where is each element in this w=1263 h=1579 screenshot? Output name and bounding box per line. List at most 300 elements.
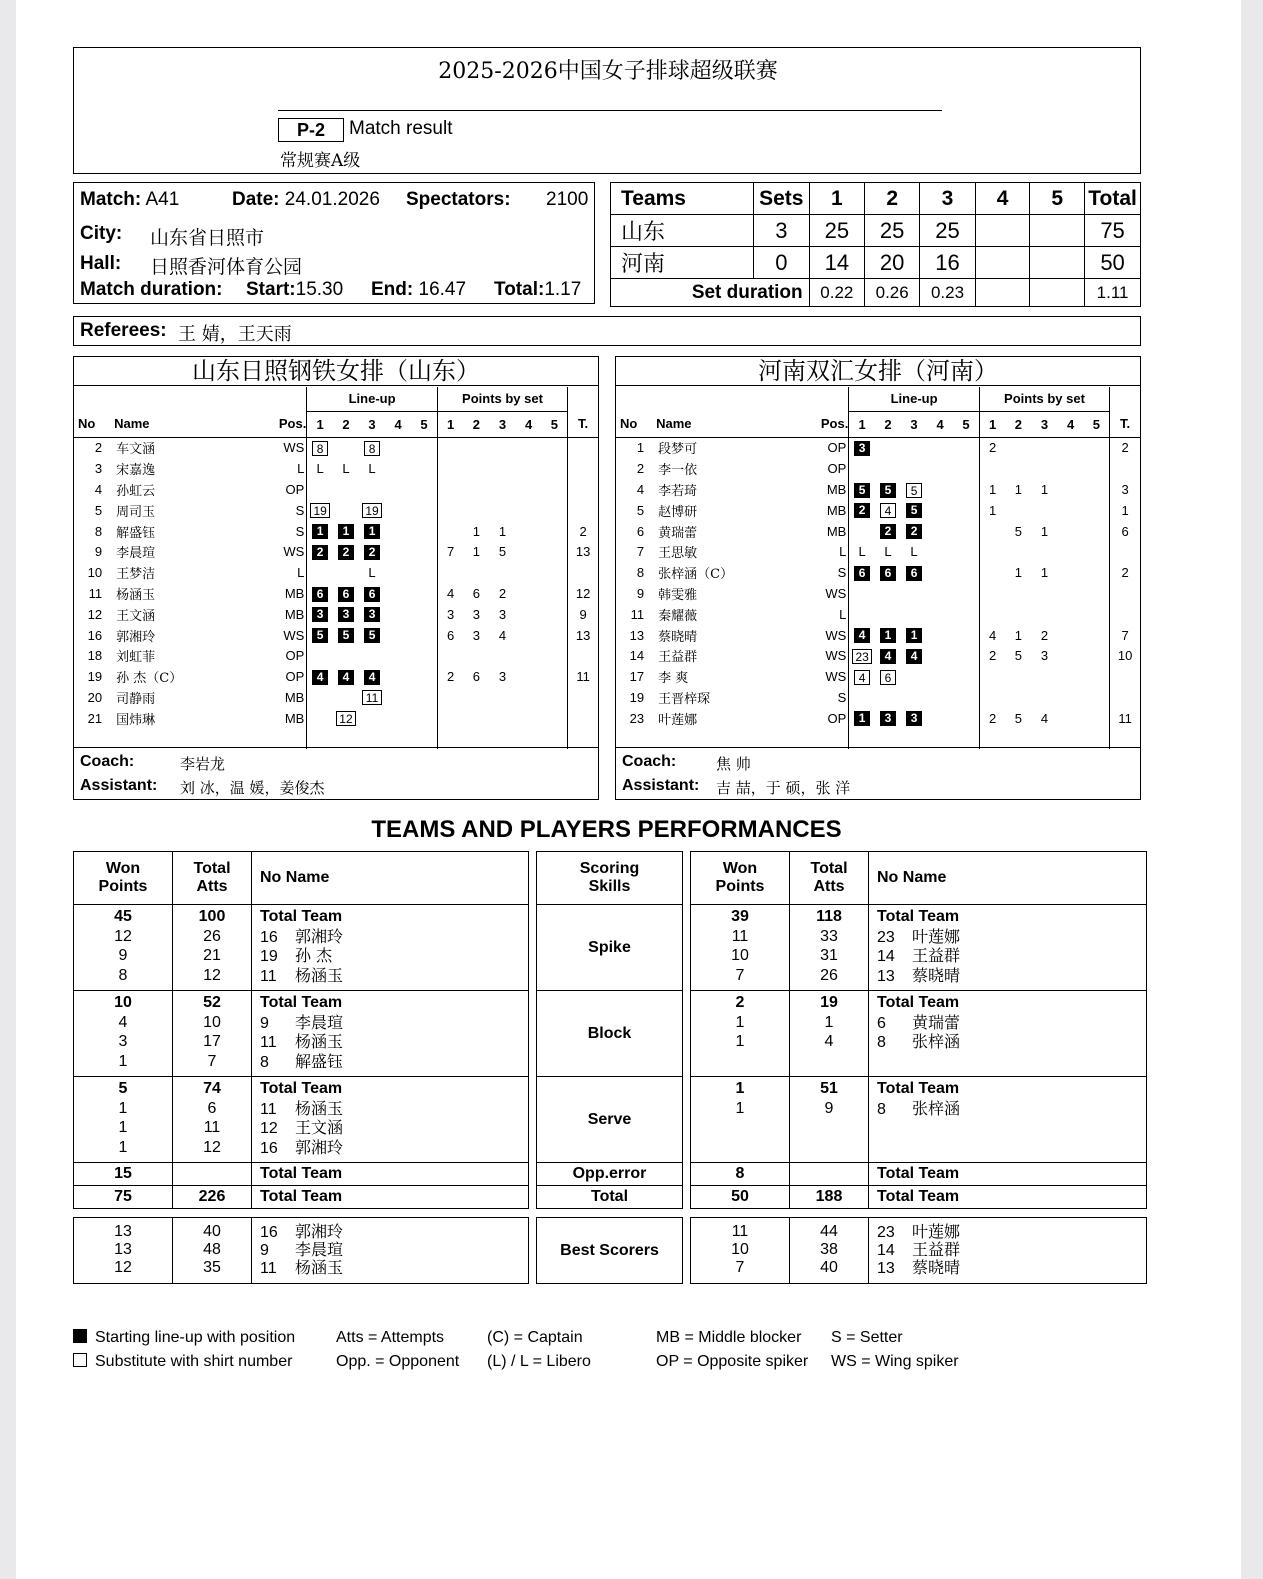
city-value: 山东省日照市 [150, 227, 265, 249]
player-no: 16 [260, 1139, 278, 1157]
points-set1-header: 1 [979, 411, 1005, 437]
starting-position-badge: 2 [854, 503, 870, 518]
points-cell: 1 [979, 479, 1005, 500]
atts-value: 17 [203, 1033, 221, 1050]
away-coach-name: 焦 帅 [716, 755, 751, 773]
lineup-cell [307, 541, 333, 562]
player-pos: WS [825, 648, 847, 664]
atts-value: 11 [203, 1119, 221, 1136]
home-best-scorers [73, 1217, 529, 1284]
libero-mark: L [884, 544, 892, 560]
lineup-cell [359, 437, 385, 458]
lineup-cell [927, 458, 953, 479]
lineup-cell [953, 541, 979, 562]
player-pos: OP [285, 481, 305, 497]
player-no: 7 [636, 544, 645, 560]
pos-header: Pos. [817, 411, 849, 437]
player-pos: L [297, 565, 305, 581]
lineup-set3-header: 3 [901, 411, 927, 437]
player-name: 司静雨 [116, 691, 156, 707]
player-no: 4 [94, 481, 103, 497]
won-value: 10 [731, 947, 749, 964]
lineup-cell [385, 625, 411, 646]
player-pos: MB [284, 606, 305, 622]
player-no: 6 [636, 523, 645, 539]
player-pos: L [839, 606, 847, 622]
starting-position-badge: 4 [880, 649, 896, 664]
player-row [616, 583, 1140, 604]
lineup-cell [385, 500, 411, 521]
name-header: Name [652, 411, 817, 437]
player-name: 杨涵玉 [295, 1032, 344, 1051]
points-cell [516, 521, 542, 542]
points-set4-header: 4 [1058, 411, 1084, 437]
won-value: 2 [735, 994, 745, 1011]
player-no: 12 [87, 606, 103, 622]
player-total [568, 437, 598, 458]
player-total: 9 [568, 604, 598, 625]
atts-value: 118 [816, 908, 842, 925]
atts-value: 26 [203, 927, 221, 945]
player-no: 11 [260, 1100, 277, 1118]
player-name: 郭湘玲 [295, 926, 344, 946]
away-assistant: Assistant: [622, 777, 700, 794]
lineup-cell [359, 645, 385, 666]
lineup-cell [411, 708, 437, 729]
points-cell [542, 583, 568, 604]
referees-names: 王 婧，王天雨 [178, 324, 292, 345]
points-cell [489, 437, 515, 458]
lineup-cell [411, 562, 437, 583]
lineup-cell [411, 437, 437, 458]
set4-header: 4 [975, 183, 1030, 215]
won-value: 13 [114, 1241, 132, 1258]
points-cell [542, 604, 568, 625]
player-name: 刘虹菲 [116, 650, 156, 666]
player-no: 16 [87, 627, 103, 643]
set-score-table [610, 182, 1141, 307]
player-pos: L [839, 544, 847, 560]
lineup-cell [359, 708, 385, 729]
libero-mark: L [368, 461, 376, 477]
player-no: 6 [877, 1014, 886, 1032]
lineup-set3-header: 3 [359, 411, 385, 437]
points-cell [463, 645, 489, 666]
home-set4 [975, 215, 1030, 247]
points-cell: 1 [1040, 565, 1049, 581]
player-entry [869, 1241, 1146, 1259]
won-value: 3 [118, 1033, 128, 1050]
player-pos: OP [827, 710, 847, 726]
points-cell [542, 625, 568, 646]
player-no: 18 [87, 648, 103, 664]
player-no: 11 [260, 1260, 277, 1277]
lineup-cell [307, 521, 333, 542]
player-name: 蔡晓晴 [912, 965, 961, 985]
player-pos: S [295, 502, 305, 518]
player-entry [252, 1032, 528, 1052]
player-entry [252, 1138, 528, 1158]
summary-won: 15 [74, 1163, 173, 1186]
starting-position-badge: 6 [854, 566, 870, 581]
player-no: 9 [260, 1014, 269, 1032]
best-scorers-label-box [536, 1217, 683, 1284]
lineup-cell [875, 479, 901, 500]
lineup-cell [385, 708, 411, 729]
player-row [616, 645, 1140, 666]
away-set1: 14 [809, 247, 864, 279]
player-name: 叶莲娜 [912, 1222, 961, 1241]
lineup-cell [307, 500, 333, 521]
player-no: 13 [629, 627, 645, 643]
lineup-cell [953, 437, 979, 458]
lineup-cell [849, 562, 875, 583]
player-no: 5 [94, 502, 103, 518]
player-name: 王晋梓琛 [658, 691, 711, 707]
won-value: 11 [731, 927, 749, 945]
atts-value: 7 [207, 1052, 217, 1070]
player-name: 宋嘉逸 [116, 463, 156, 479]
lineup-cell [333, 583, 359, 604]
starting-position-badge: 2 [312, 545, 328, 560]
atts-value: 1 [824, 1013, 834, 1031]
points-cell: 2 [1040, 627, 1049, 643]
points-cell [1084, 541, 1110, 562]
player-no: 8 [260, 1053, 269, 1071]
points-set2-header: 2 [1005, 411, 1031, 437]
away-sets: 0 [753, 247, 809, 279]
player-no: 11 [260, 967, 277, 985]
best-name-cell [252, 1218, 529, 1284]
performance-title: TEAMS AND PLAYERS PERFORMANCES [371, 816, 842, 843]
skill-total: Total [537, 1186, 683, 1209]
set1-header: 1 [809, 183, 864, 215]
points-set3-header: 3 [489, 411, 515, 437]
referees-label: Referees: [80, 320, 167, 341]
lineup-cell [849, 687, 875, 708]
player-name: 张梓涵 [912, 1098, 961, 1118]
player-total [1110, 458, 1140, 479]
name-header: Name [110, 411, 275, 437]
won-value: 12 [114, 1259, 132, 1276]
points-cell: 2 [498, 585, 507, 601]
points-cell [1058, 500, 1084, 521]
points-cell [1084, 625, 1110, 646]
player-no: 21 [87, 710, 103, 726]
substitute-number-badge: 12 [336, 711, 356, 726]
player-name: 张梓涵 [912, 1032, 961, 1051]
points-cell [1058, 541, 1084, 562]
lineup-cell [901, 437, 927, 458]
starting-position-badge: 6 [364, 587, 380, 602]
lineup-cell [927, 521, 953, 542]
points-cell [979, 458, 1005, 479]
points-cell: 5 [1014, 648, 1023, 664]
lineup-cell [385, 437, 411, 458]
header-box [73, 47, 1141, 174]
player-no: 20 [87, 689, 103, 705]
starting-position-badge: 1 [880, 628, 896, 643]
points-cell [1005, 666, 1031, 687]
player-total: 2 [568, 521, 598, 542]
substitute-number-badge: 6 [880, 670, 896, 685]
points-cell [542, 479, 568, 500]
won-value: 1 [118, 1119, 128, 1136]
player-pos: S [837, 565, 847, 581]
player-no: 8 [94, 523, 103, 539]
points-cell [1031, 458, 1057, 479]
player-total [568, 479, 598, 500]
lineup-set2-header: 2 [333, 411, 359, 437]
substitute-number-badge: 5 [906, 483, 922, 498]
lineup-cell [901, 645, 927, 666]
player-pos: OP [285, 669, 305, 685]
won-value: 9 [118, 947, 128, 964]
lineup-cell [359, 625, 385, 646]
points-cell [489, 479, 515, 500]
player-row [616, 687, 1140, 708]
away-performance-table [690, 851, 1147, 1209]
player-name: 张梓涵（C） [658, 567, 734, 583]
lineup-cell [953, 687, 979, 708]
summary-label: Total Team [869, 1186, 1147, 1209]
points-cell [1084, 437, 1110, 458]
player-name: 车文涵 [116, 442, 156, 458]
player-name: 王文涵 [295, 1118, 344, 1137]
set-duration-label: Set duration [611, 279, 810, 307]
lineup-cell [307, 458, 333, 479]
player-name: 郭湘玲 [295, 1137, 344, 1157]
starting-position-badge: 4 [364, 670, 380, 685]
player-pos: MB [284, 585, 305, 601]
points-cell [1058, 708, 1084, 729]
player-name: 李若琦 [658, 483, 698, 499]
points-cell: 2 [979, 708, 1005, 729]
player-row [74, 666, 598, 687]
points-cell [1084, 583, 1110, 604]
total-header-blank [568, 387, 598, 411]
lineup-cell [901, 583, 927, 604]
away-set2: 20 [865, 247, 920, 279]
won-value: 1 [118, 1052, 128, 1070]
sets-header: Sets [753, 183, 809, 215]
lineup-cell [359, 479, 385, 500]
lineup-cell [875, 687, 901, 708]
player-no: 19 [87, 669, 103, 685]
player-name: 李晨瑄 [295, 1012, 344, 1032]
points-cell [1005, 458, 1031, 479]
summary-atts: 226 [173, 1186, 252, 1209]
player-no: 11 [88, 585, 103, 601]
home-roster-grid [74, 387, 598, 745]
score-row-away [611, 247, 1141, 279]
lineup-cell [875, 521, 901, 542]
player-entry [252, 1241, 528, 1259]
player-row [616, 541, 1140, 562]
player-no: 17 [629, 669, 645, 685]
home-set5 [1030, 215, 1085, 247]
player-total: 13 [568, 541, 598, 562]
points-cell: 6 [437, 625, 463, 646]
t-header: T. [1110, 411, 1140, 437]
lineup-cell [901, 562, 927, 583]
away-assistant-names: 吉 喆，于 硕，张 洋 [716, 779, 851, 797]
player-name: 王思敏 [658, 546, 698, 562]
player-total: 2 [1110, 562, 1140, 583]
no-header: No [616, 411, 652, 437]
lineup-cell [307, 687, 333, 708]
won-value: 1 [735, 1099, 745, 1117]
points-cell [1084, 645, 1110, 666]
player-total: 11 [568, 666, 598, 687]
match-date: Date: 24.01.2026 [232, 189, 380, 210]
player-row [74, 645, 598, 666]
player-no: 14 [877, 948, 895, 965]
player-no: 11 [260, 1034, 277, 1051]
lineup-cell [927, 541, 953, 562]
player-name-cell [252, 991, 529, 1077]
points-cell: 1 [498, 523, 507, 539]
won-value: 1 [118, 1099, 128, 1117]
lineup-cell [849, 437, 875, 458]
player-no: 12 [260, 1120, 278, 1137]
player-entry [869, 1223, 1146, 1241]
player-name: 杨涵玉 [295, 965, 344, 985]
lineup-cell [307, 437, 333, 458]
empty-square-icon [73, 1353, 87, 1367]
lineup-cell [385, 458, 411, 479]
set2-header: 2 [865, 183, 920, 215]
player-name: 王文涵 [116, 608, 156, 624]
lineup-cell [849, 645, 875, 666]
points-cell: 1 [1040, 481, 1049, 497]
points-cell [1084, 562, 1110, 583]
legend-libero: (L) / L = Libero [487, 1353, 591, 1370]
player-pos: MB [826, 481, 847, 497]
hall-value: 日照香河体育公园 [150, 256, 303, 278]
lineup-header: Line-up [307, 387, 437, 411]
atts-value: 33 [820, 927, 838, 945]
player-row [74, 541, 598, 562]
points-cell [516, 625, 542, 646]
starting-position-badge: 3 [906, 711, 922, 726]
lineup-set1-header: 1 [849, 411, 875, 437]
player-no: 2 [636, 461, 645, 477]
points-cell [1031, 687, 1057, 708]
spectators-label: Spectators: [406, 189, 511, 210]
player-total: 10 [1110, 645, 1140, 666]
player-no: 14 [629, 648, 645, 664]
won-value: 1 [735, 1013, 745, 1031]
player-no: 19 [629, 689, 645, 705]
player-entry [252, 1013, 528, 1033]
libero-mark: L [910, 544, 918, 560]
lineup-cell [411, 645, 437, 666]
player-row [616, 604, 1140, 625]
lineup-cell [359, 583, 385, 604]
starting-position-badge: 3 [854, 441, 870, 456]
player-total: 6 [1110, 521, 1140, 542]
starting-position-badge: 1 [364, 524, 380, 539]
player-pos: WS [283, 440, 305, 456]
lineup-cell [333, 604, 359, 625]
player-total: 12 [568, 583, 598, 604]
won-value: 7 [735, 1259, 745, 1276]
no-name-header: No Name [252, 852, 529, 905]
points-cell [437, 500, 463, 521]
lineup-cell [307, 479, 333, 500]
won-value: 12 [114, 927, 132, 945]
won-value: 39 [731, 908, 749, 925]
away-set3: 16 [920, 247, 975, 279]
lineup-set1-header: 1 [307, 411, 333, 437]
total-atts-cell [173, 905, 252, 991]
roster-table [74, 387, 598, 749]
atts-value: 48 [203, 1241, 221, 1258]
lineup-cell [359, 687, 385, 708]
player-no: 8 [877, 1100, 886, 1118]
lineup-cell [333, 500, 359, 521]
player-no: 9 [94, 544, 103, 560]
legend-substitute: Substitute with shirt number [73, 1353, 292, 1371]
player-pos: OP [827, 461, 847, 477]
roster-table [616, 387, 1140, 749]
player-name-cell [869, 1077, 1147, 1163]
set5-duration [1030, 279, 1085, 307]
points-cell: 3 [498, 669, 507, 685]
summary-label: Total Team [252, 1163, 529, 1186]
lineup-cell [307, 666, 333, 687]
no-header: No [74, 411, 110, 437]
lineup-cell [953, 625, 979, 646]
atts-value: 12 [203, 966, 221, 984]
won-value: 5 [118, 1080, 128, 1097]
player-no: 23 [877, 928, 895, 946]
points-cell: 3 [472, 606, 481, 622]
points-cell [542, 562, 568, 583]
summary-won: 75 [74, 1186, 173, 1209]
points-cell: 1 [1014, 481, 1023, 497]
points-cell [463, 500, 489, 521]
total-atts-cell [790, 991, 869, 1077]
player-name: 蔡晓晴 [912, 1258, 961, 1277]
no-name-header: No Name [869, 852, 1147, 905]
lineup-cell [333, 521, 359, 542]
player-pos: OP [827, 440, 847, 456]
points-cell: 1 [472, 523, 481, 539]
lineup-set5-header: 5 [953, 411, 979, 437]
atts-value: 38 [820, 1241, 838, 1258]
points-cell [1084, 521, 1110, 542]
points-cell [542, 458, 568, 479]
best-atts-cell [790, 1218, 869, 1284]
lineup-cell [333, 708, 359, 729]
player-name: 叶莲娜 [658, 712, 698, 728]
atts-value: 12 [203, 1138, 221, 1156]
won-value: 13 [114, 1223, 132, 1240]
substitute-number-badge: 23 [852, 649, 872, 664]
points-cell [1084, 687, 1110, 708]
player-name: 周司玉 [116, 504, 156, 520]
starting-position-badge: 2 [880, 524, 896, 539]
points-cell: 1 [1014, 627, 1023, 643]
roster-header-blank [74, 387, 307, 411]
player-name: 杨涵玉 [295, 1098, 344, 1118]
points-cell [463, 562, 489, 583]
form-code: P-2 [278, 118, 344, 142]
teams-header: Teams [611, 183, 754, 215]
atts-value: 51 [820, 1080, 838, 1097]
